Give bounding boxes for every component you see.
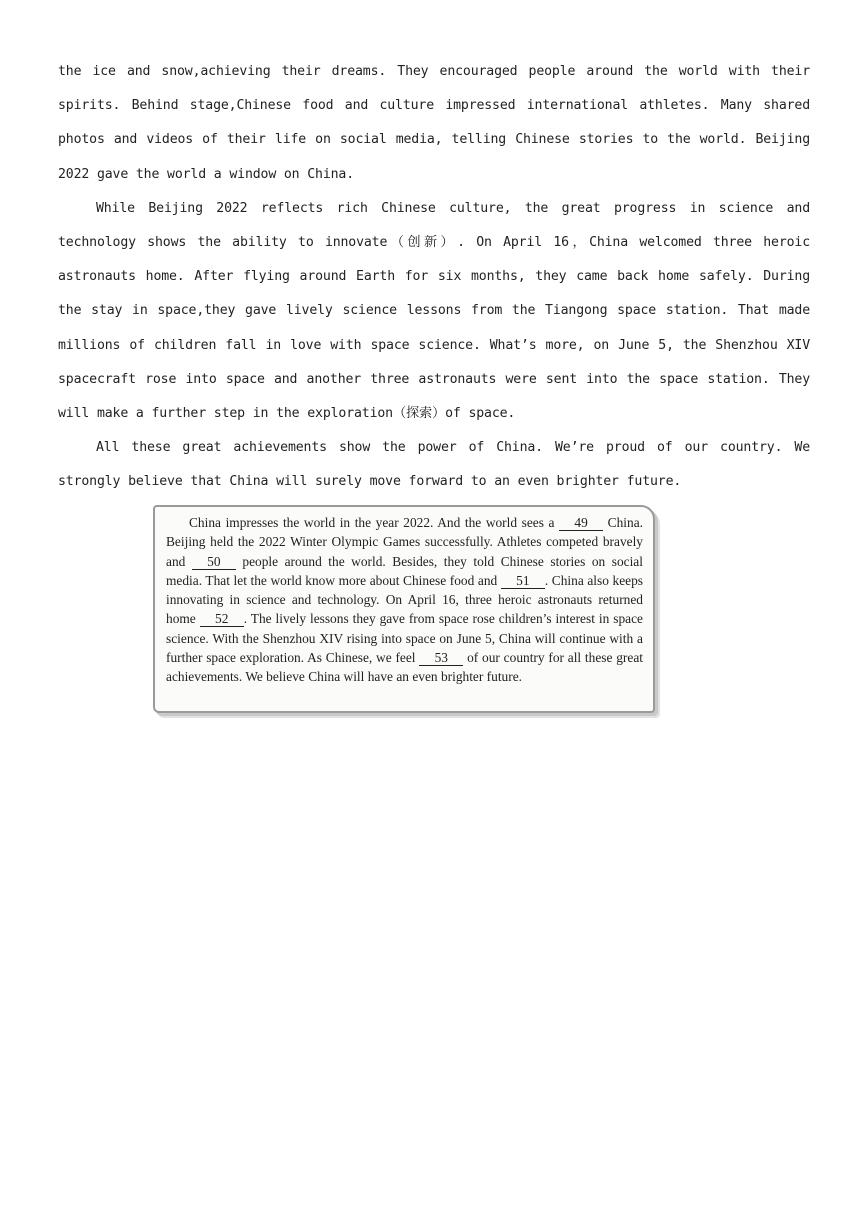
summary-segment-3: people around the world. Besides, they told Chinese stories on social media. That let the world know more about Chinese food and xyxy=(166,553,643,588)
passage-paragraph-2: While Beijing 2022 reflects rich Chinese culture, the great progress in science and technology shows the ability to innovate（创新）. On April 16，China welcomed three heroic astronauts home. After flying around Earth for six months, they came back home safely. During the stay in space,they gave lively science lessons from the Tiangong space station. That made millions of children fall in love with space science. What’s more, on June 5, the Shenzhou XIV spacecraft rose into space and another three astronauts were sent into the space station. They will make a further step in the exploration（探索）of space. xyxy=(58,200,810,422)
summary-segment-5: . The lively lessons they gave from space rose children’s interest in space science. With the Shenzhou XIV rising into space on June 5, China will continue with a further space exploration. As Chinese, we feel xyxy=(166,611,643,666)
summary-segment-1: China impresses the world in the year 2022. And the world sees a xyxy=(189,515,555,530)
passage-paragraph-3: All these great achievements show the power of China. We’re proud of our country. We strongly believe that China will surely move forward to an even brighter future. xyxy=(58,440,810,490)
answer-blank-52[interactable]: 52 xyxy=(200,612,244,627)
summary-text xyxy=(166,513,643,687)
summary-cloze-box xyxy=(153,505,655,713)
passage-paragraph-1: the ice and snow,achieving their dreams. They encouraged people around the world with their spirits. Behind stage,Chinese food and culture impressed international athletes. Many shared photos and videos of their life on social media, telling Chinese stories to the world. Beijing 2022 gave the world a window on China. xyxy=(58,64,810,182)
summary-segment-2: China. Beijing held the 2022 Winter Olympic Games successfully. Athletes competed bravely and xyxy=(166,515,644,569)
answer-blank-51[interactable]: 51 xyxy=(501,574,545,589)
answer-blank-50[interactable]: 50 xyxy=(192,555,236,570)
answer-blank-53[interactable]: 53 xyxy=(419,651,463,666)
answer-blank-49[interactable]: 49 xyxy=(559,516,603,531)
summary-segment-4: . China also keeps innovating in science and technology. On April 16, three heroic astronauts returned home xyxy=(166,572,643,627)
summary-segment-6: of our country for all these great achievements. We believe China will have an even brighter future. xyxy=(166,650,643,685)
reading-passage xyxy=(58,55,810,500)
